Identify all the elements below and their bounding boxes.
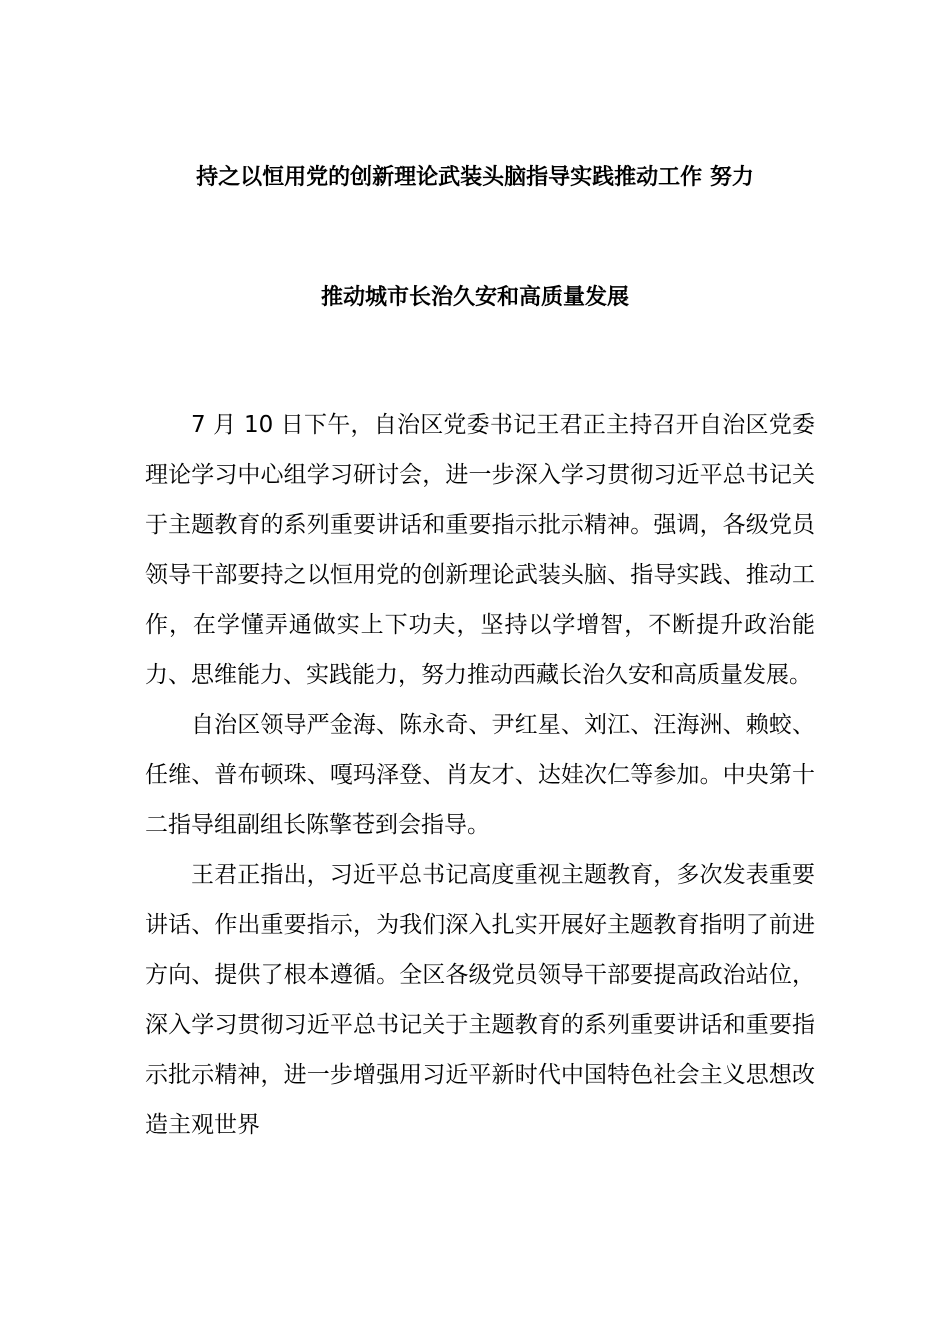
document-title-line-2: 推动城市长治久安和高质量发展 <box>320 285 629 310</box>
document-body <box>145 400 815 1150</box>
document-title-line-1: 持之以恒用党的创新理论武装头脑指导实践推动工作 努力 <box>196 165 754 190</box>
paragraph-1: 7 月 10 日下午，自治区党委书记王君正主持召开自治区党委理论学习中心组学习研讨会，进一步深入学习贯彻习近平总书记关于主题教育的系列重要讲话和重要指示批示精神。强调，各级党员领导干部要持之以恒用党的创新理论武装头脑、指导实践、推动工作，在学懂弄通做实上下功夫，坚持以学增智，不断提升政治能力、思维能力、实践能力，努力推动西藏长治久安和高质量发展。 <box>145 412 815 688</box>
paragraph-3: 王君正指出，习近平总书记高度重视主题教育，多次发表重要讲话、作出重要指示，为我们深入扎实开展好主题教育指明了前进方向、提供了根本遵循。全区各级党员领导干部要提高政治站位，深入学习贯彻习近平总书记关于主题教育的系列重要讲话和重要指示批示精神，进一步增强用习近平新时代中国特色社会主义思想改造主观世界 <box>145 862 815 1138</box>
paragraph-2: 自治区领导严金海、陈永奇、尹红星、刘江、汪海洲、赖蛟、任维、普布顿珠、嘎玛泽登、肖友才、达娃次仁等参加。中央第十二指导组副组长陈擎苍到会指导。 <box>145 712 815 838</box>
